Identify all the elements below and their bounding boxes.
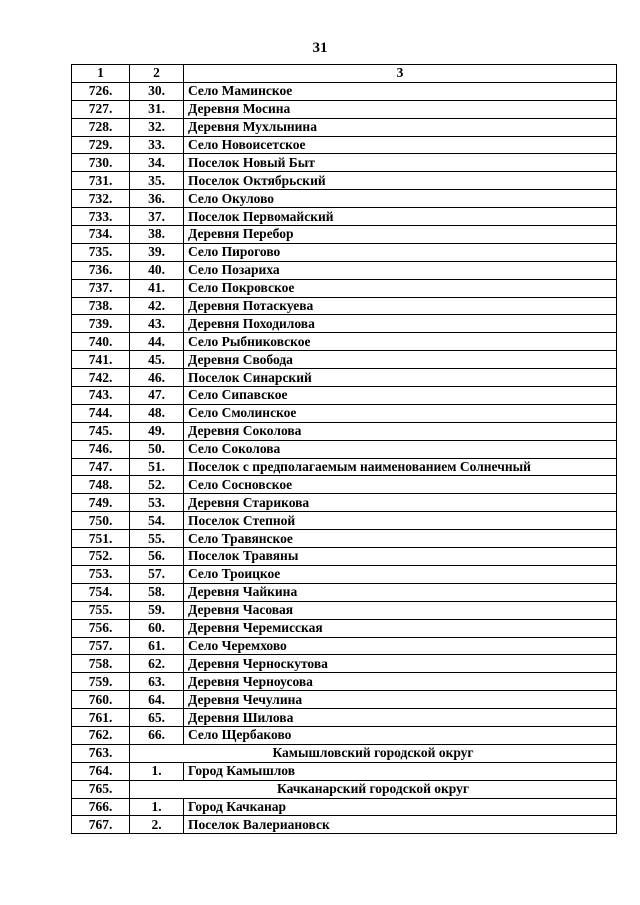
settlement-name-cell: Село Смолинское (184, 404, 617, 422)
settlement-name-cell: Село Позариха (184, 261, 617, 279)
table-row (72, 655, 617, 673)
table-row (72, 404, 617, 422)
overall-number-cell: 761. (72, 709, 130, 727)
local-number-cell: 59. (130, 601, 184, 619)
overall-number-cell: 749. (72, 494, 130, 512)
settlement-name-cell: Поселок Степной (184, 512, 617, 530)
overall-number-cell: 764. (72, 762, 130, 780)
local-number-cell: 42. (130, 297, 184, 315)
settlement-name-cell: Село Сосновское (184, 476, 617, 494)
overall-number-cell: 751. (72, 530, 130, 548)
table-row (72, 440, 617, 458)
page-number: 31 (312, 40, 328, 56)
settlement-name-cell: Село Травянское (184, 530, 617, 548)
settlement-name-cell: Село Покровское (184, 279, 617, 297)
table-row (72, 136, 617, 154)
local-number-cell: 65. (130, 709, 184, 727)
settlement-name-cell: Деревня Мосина (184, 100, 617, 118)
overall-number-cell: 748. (72, 476, 130, 494)
overall-number-cell: 746. (72, 440, 130, 458)
settlement-name-cell: Деревня Перебор (184, 226, 617, 244)
local-number-cell: 57. (130, 565, 184, 583)
overall-number-cell: 735. (72, 243, 130, 261)
local-number-cell: 35. (130, 172, 184, 190)
overall-number-cell: 741. (72, 351, 130, 369)
settlement-name-cell: Деревня Часовая (184, 601, 617, 619)
settlement-name-cell: Село Сипавское (184, 387, 617, 405)
local-number-cell: 39. (130, 243, 184, 261)
local-number-cell: 1. (130, 798, 184, 816)
local-number-cell: 50. (130, 440, 184, 458)
overall-number-cell: 732. (72, 190, 130, 208)
table-row (72, 691, 617, 709)
settlement-name-cell: Деревня Потаскуева (184, 297, 617, 315)
overall-number-cell: 743. (72, 387, 130, 405)
table-row (72, 512, 617, 530)
overall-number-cell: 752. (72, 548, 130, 566)
settlement-name-cell: Поселок Валериановск (184, 816, 617, 834)
overall-number-cell: 745. (72, 422, 130, 440)
overall-number-cell: 762. (72, 726, 130, 744)
overall-number-cell: 766. (72, 798, 130, 816)
table-row (72, 369, 617, 387)
table-row (72, 726, 617, 744)
overall-number-cell: 763. (72, 744, 130, 762)
table-row (72, 422, 617, 440)
table-row (72, 261, 617, 279)
table-row (72, 279, 617, 297)
local-number-cell: 33. (130, 136, 184, 154)
table-row (72, 798, 617, 816)
table-row (72, 172, 617, 190)
table-row (72, 243, 617, 261)
local-number-cell: 54. (130, 512, 184, 530)
table-header-row (72, 65, 617, 83)
column-header-1: 1 (72, 65, 130, 83)
local-number-cell: 41. (130, 279, 184, 297)
overall-number-cell: 755. (72, 601, 130, 619)
table-row (72, 476, 617, 494)
local-number-cell: 61. (130, 637, 184, 655)
overall-number-cell: 736. (72, 261, 130, 279)
table-row (72, 762, 617, 780)
local-number-cell: 37. (130, 208, 184, 226)
overall-number-cell: 740. (72, 333, 130, 351)
table-row (72, 387, 617, 405)
local-number-cell: 56. (130, 548, 184, 566)
overall-number-cell: 756. (72, 619, 130, 637)
table-row (72, 601, 617, 619)
local-number-cell: 43. (130, 315, 184, 333)
settlement-name-cell: Деревня Мухлынина (184, 118, 617, 136)
district-name-cell: Камышловский городской округ (130, 744, 617, 762)
local-number-cell: 55. (130, 530, 184, 548)
table-row (72, 297, 617, 315)
overall-number-cell: 754. (72, 583, 130, 601)
table-row (72, 226, 617, 244)
overall-number-cell: 744. (72, 404, 130, 422)
settlement-name-cell: Поселок Новый Быт (184, 154, 617, 172)
overall-number-cell: 738. (72, 297, 130, 315)
settlement-name-cell: Деревня Походилова (184, 315, 617, 333)
table-row (72, 100, 617, 118)
local-number-cell: 48. (130, 404, 184, 422)
overall-number-cell: 731. (72, 172, 130, 190)
overall-number-cell: 750. (72, 512, 130, 530)
settlement-name-cell: Село Троицкое (184, 565, 617, 583)
settlement-name-cell: Деревня Черемисская (184, 619, 617, 637)
settlement-name-cell: Село Маминское (184, 82, 617, 100)
overall-number-cell: 760. (72, 691, 130, 709)
table-row (72, 118, 617, 136)
table-row (72, 82, 617, 100)
table-row (72, 565, 617, 583)
local-number-cell: 31. (130, 100, 184, 118)
local-number-cell: 64. (130, 691, 184, 709)
settlement-name-cell: Село Соколова (184, 440, 617, 458)
settlement-name-cell: Деревня Свобода (184, 351, 617, 369)
overall-number-cell: 759. (72, 673, 130, 691)
column-header-3: 3 (184, 65, 617, 83)
settlement-name-cell: Деревня Черноусова (184, 673, 617, 691)
settlements-table (71, 64, 617, 834)
local-number-cell: 66. (130, 726, 184, 744)
settlement-name-cell: Село Окулово (184, 190, 617, 208)
overall-number-cell: 737. (72, 279, 130, 297)
table-row (72, 351, 617, 369)
local-number-cell: 46. (130, 369, 184, 387)
local-number-cell: 40. (130, 261, 184, 279)
local-number-cell: 38. (130, 226, 184, 244)
settlement-name-cell: Деревня Чечулина (184, 691, 617, 709)
table-row (72, 816, 617, 834)
local-number-cell: 58. (130, 583, 184, 601)
local-number-cell: 60. (130, 619, 184, 637)
district-name-cell: Качканарский городской округ (130, 780, 617, 798)
table-row (72, 530, 617, 548)
local-number-cell: 53. (130, 494, 184, 512)
table-row (72, 709, 617, 727)
settlement-name-cell: Деревня Черноскутова (184, 655, 617, 673)
overall-number-cell: 730. (72, 154, 130, 172)
table-row (72, 208, 617, 226)
overall-number-cell: 729. (72, 136, 130, 154)
settlement-name-cell: Деревня Шилова (184, 709, 617, 727)
overall-number-cell: 757. (72, 637, 130, 655)
overall-number-cell: 733. (72, 208, 130, 226)
table-row (72, 154, 617, 172)
overall-number-cell: 739. (72, 315, 130, 333)
overall-number-cell: 727. (72, 100, 130, 118)
district-header-row (72, 744, 617, 762)
local-number-cell: 2. (130, 816, 184, 834)
overall-number-cell: 728. (72, 118, 130, 136)
local-number-cell: 44. (130, 333, 184, 351)
local-number-cell: 34. (130, 154, 184, 172)
settlement-name-cell: Село Пирогово (184, 243, 617, 261)
table-row (72, 458, 617, 476)
table-row (72, 315, 617, 333)
table-row (72, 190, 617, 208)
table-row (72, 673, 617, 691)
settlement-name-cell: Село Щербаково (184, 726, 617, 744)
local-number-cell: 49. (130, 422, 184, 440)
settlement-name-cell: Поселок Синарский (184, 369, 617, 387)
settlement-name-cell: Город Камышлов (184, 762, 617, 780)
overall-number-cell: 758. (72, 655, 130, 673)
local-number-cell: 36. (130, 190, 184, 208)
local-number-cell: 1. (130, 762, 184, 780)
overall-number-cell: 726. (72, 82, 130, 100)
settlement-name-cell: Село Новоисетское (184, 136, 617, 154)
local-number-cell: 47. (130, 387, 184, 405)
local-number-cell: 51. (130, 458, 184, 476)
table-row (72, 494, 617, 512)
settlement-name-cell: Деревня Чайкина (184, 583, 617, 601)
local-number-cell: 32. (130, 118, 184, 136)
settlement-name-cell: Поселок Травяны (184, 548, 617, 566)
district-header-row (72, 780, 617, 798)
settlement-name-cell: Село Черемхово (184, 637, 617, 655)
table-row (72, 548, 617, 566)
settlement-name-cell: Село Рыбниковское (184, 333, 617, 351)
overall-number-cell: 753. (72, 565, 130, 583)
table-body (72, 82, 617, 833)
table-row (72, 333, 617, 351)
overall-number-cell: 767. (72, 816, 130, 834)
overall-number-cell: 765. (72, 780, 130, 798)
overall-number-cell: 742. (72, 369, 130, 387)
settlement-name-cell: Поселок с предполагаемым наименованием Солнечный (184, 458, 617, 476)
table-row (72, 637, 617, 655)
settlement-name-cell: Город Качканар (184, 798, 617, 816)
local-number-cell: 63. (130, 673, 184, 691)
local-number-cell: 45. (130, 351, 184, 369)
table-row (72, 583, 617, 601)
settlement-name-cell: Поселок Октябрьский (184, 172, 617, 190)
local-number-cell: 52. (130, 476, 184, 494)
local-number-cell: 62. (130, 655, 184, 673)
settlement-name-cell: Деревня Старикова (184, 494, 617, 512)
overall-number-cell: 734. (72, 226, 130, 244)
overall-number-cell: 747. (72, 458, 130, 476)
table-row (72, 619, 617, 637)
settlement-name-cell: Поселок Первомайский (184, 208, 617, 226)
column-header-2: 2 (130, 65, 184, 83)
settlement-name-cell: Деревня Соколова (184, 422, 617, 440)
local-number-cell: 30. (130, 82, 184, 100)
